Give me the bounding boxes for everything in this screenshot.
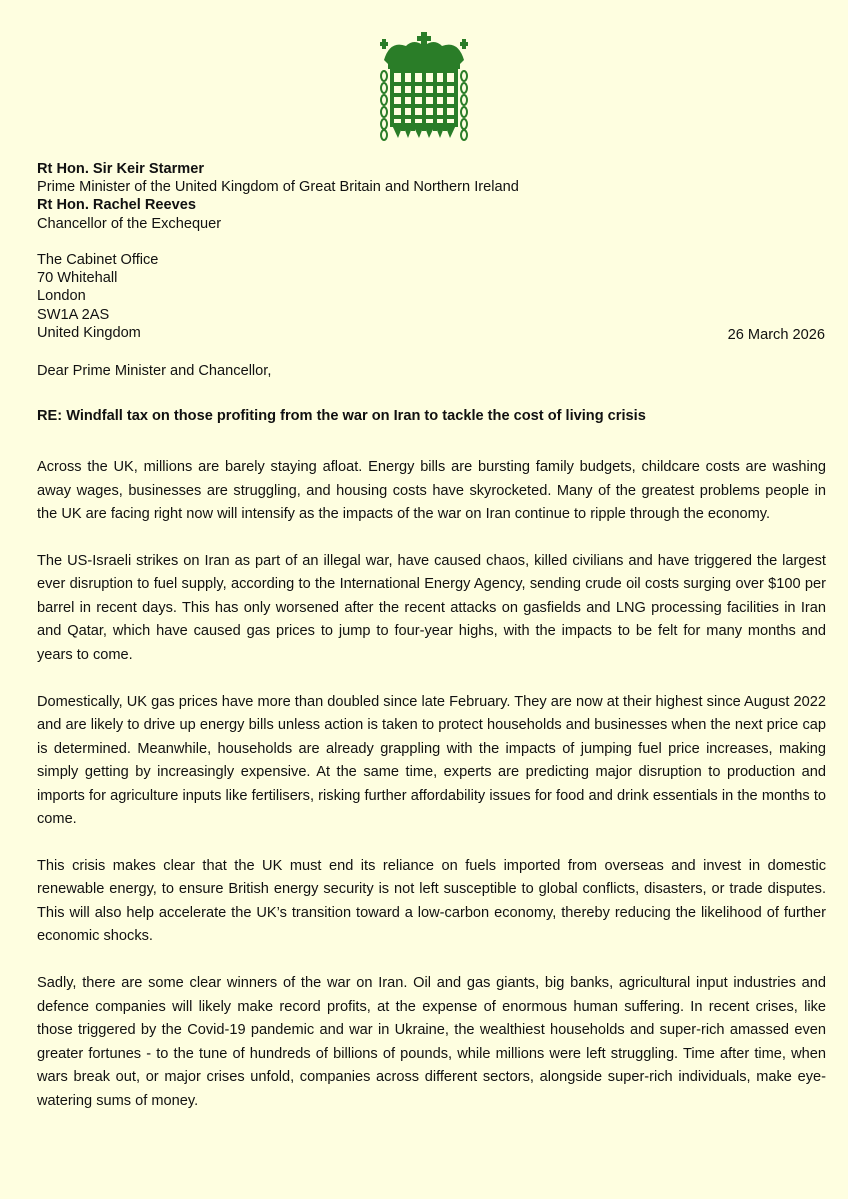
address-line: The Cabinet Office bbox=[37, 252, 159, 268]
letter-body bbox=[37, 456, 826, 1136]
recipient-title-prime-minister: Prime Minister of the United Kingdom of Great Britain and Northern Ireland bbox=[37, 179, 519, 196]
salutation: Dear Prime Minister and Chancellor, bbox=[37, 363, 272, 379]
letter-date: 26 March 2026 bbox=[727, 327, 825, 343]
address-line: United Kingdom bbox=[37, 324, 141, 341]
addressee-block bbox=[37, 160, 817, 233]
address-line: SW1A 2AS bbox=[37, 306, 110, 323]
recipient-title-chancellor: Chancellor of the Exchequer bbox=[37, 215, 222, 232]
subject-line: RE: Windfall tax on those profiting from the war on Iran to tackle the cost of living crisis bbox=[37, 408, 646, 424]
recipient-address bbox=[37, 251, 437, 342]
recipient-name-chancellor: Rt Hon. Rachel Reeves bbox=[37, 197, 196, 214]
address-line: London bbox=[37, 288, 86, 305]
body-paragraph: Across the UK, millions are barely staying afloat. Energy bills are bursting family budgets, childcare costs are washing away wages, businesses are struggling, and housing costs have skyrocketed. Many of the greatest problems people in the UK are facing right now will intensify as the impacts of the war on Iran continue to ripple through the economy. bbox=[37, 459, 826, 522]
body-paragraph: Domestically, UK gas prices have more than doubled since late February. They are now at their highest since August 2022 and are likely to drive up energy bills unless action is taken to protect households and businesses when the next price cap is determined. Meanwhile, households are already grappling with the impacts of jumping fuel price increases, making simply getting by increasingly expensive. At the same time, experts are predicting major disruption to production and imports for agriculture inputs like fertilisers, risking further affordability issues for food and drink essentials in the months to come. bbox=[37, 693, 826, 828]
address-line: 70 Whitehall bbox=[37, 270, 118, 287]
recipient-name-prime-minister: Rt Hon. Sir Keir Starmer bbox=[37, 161, 205, 177]
body-paragraph: This crisis makes clear that the UK must end its reliance on fuels imported from overseas and invest in domestic renewable energy, to ensure British energy security is not left susceptible to global conflicts, disasters, or trade disputes. This will also help accelerate the UK’s transition toward a low-carbon economy, thereby reducing the likelihood of further economic shocks. bbox=[37, 857, 826, 945]
body-paragraph: Sadly, there are some clear winners of the war on Iran. Oil and gas giants, big banks, agricultural input industries and defence companies will likely make record profits, at the expense of enormous human suffering. In recent crises, like those triggered by the Covid-19 pandemic and war in Ukraine, the wealthiest households and super-rich amassed even greater fortunes - to the tune of hundreds of billions of pounds, while millions were left struggling. Time after time, when wars break out, or major crises unfold, companies across different sectors, alongside super-rich individuals, make eye-watering sums of money. bbox=[37, 975, 826, 1109]
portcullis-crest-icon bbox=[376, 30, 472, 142]
body-paragraph: The US-Israeli strikes on Iran as part of an illegal war, have caused chaos, killed civilians and have triggered the largest ever disruption to fuel supply, according to the International Energy Agency, sending crude oil costs surging over $100 per barrel in recent days. This has only worsened after the recent attacks on gasfields and LNG processing facilities in Iran and Qatar, which have caused gas prices to jump to four-year highs, with the impacts to be felt for many months and years to come. bbox=[37, 552, 826, 663]
